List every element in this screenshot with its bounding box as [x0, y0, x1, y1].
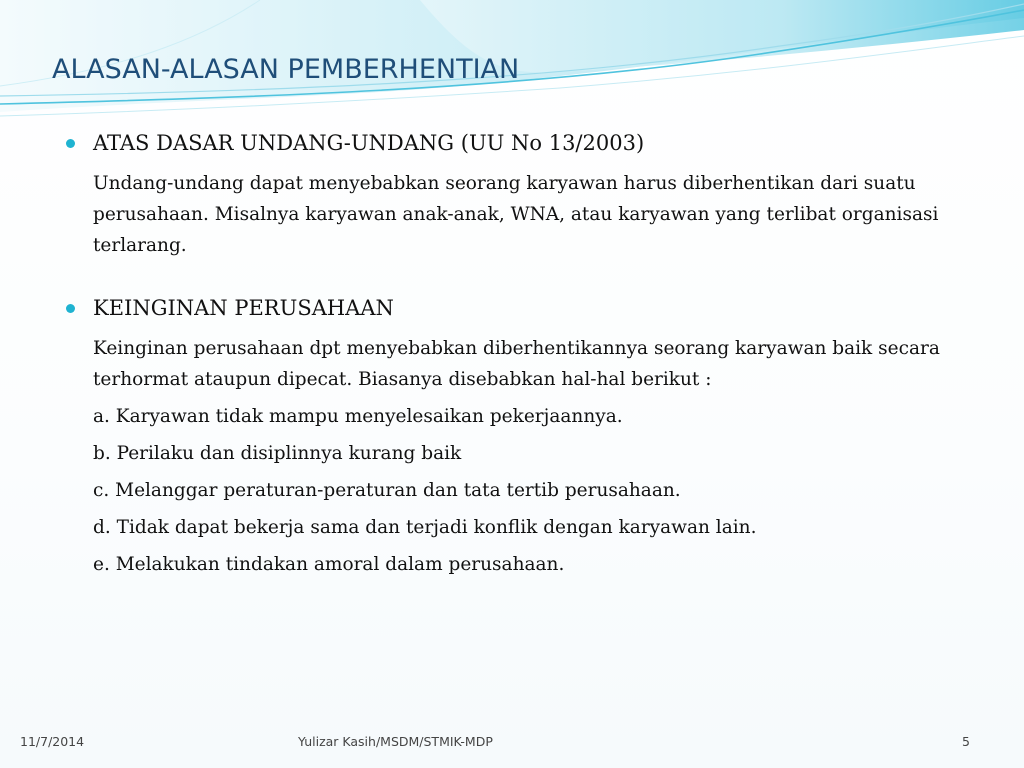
- paragraph-undang-undang: Undang-undang dapat menyebabkan seorang karyawan harus diberhentikan dari suatu perusahaan. Misalnya karyawan anak-anak, WNA, atau karyawan yang terlibat organisasi terlarang.: [93, 173, 939, 256]
- footer-date: 11/7/2014: [20, 734, 85, 749]
- paragraph-keinginan-perusahaan: Keinginan perusahaan dpt menyebabkan diberhentikannya seorang karyawan baik secara terhormat ataupun dipecat. Biasanya disebabkan hal-hal berikut :: [93, 338, 940, 390]
- slide-title: ALASAN-ALASAN PEMBERHENTIAN: [52, 54, 520, 85]
- bullet-heading-text: ATAS DASAR UNDANG-UNDANG (UU No 13/2003): [93, 131, 645, 155]
- list-item-b: b. Perilaku dan disiplinnya kurang baik: [93, 443, 462, 464]
- footer-page-number: 5: [962, 734, 970, 749]
- list-item-a: a. Karyawan tidak mampu menyelesaikan pekerjaannya.: [93, 406, 623, 427]
- bullet-heading-text: KEINGINAN PERUSAHAAN: [93, 296, 394, 320]
- list-item-d: d. Tidak dapat bekerja sama dan terjadi konflik dengan karyawan lain.: [93, 517, 757, 538]
- list-item-c: c. Melanggar peraturan-peraturan dan tata tertib perusahaan.: [93, 480, 681, 501]
- bullet-heading-keinginan-perusahaan: [66, 291, 966, 325]
- bullet-dot-icon: [66, 139, 75, 148]
- bullet-dot-icon: [66, 304, 75, 313]
- bullet-heading-undang-undang: [66, 126, 966, 160]
- slide-content: [66, 126, 966, 580]
- footer-author: Yulizar Kasih/MSDM/STMIK-MDP: [298, 734, 493, 749]
- list-item-e: e. Melakukan tindakan amoral dalam perusahaan.: [93, 554, 565, 575]
